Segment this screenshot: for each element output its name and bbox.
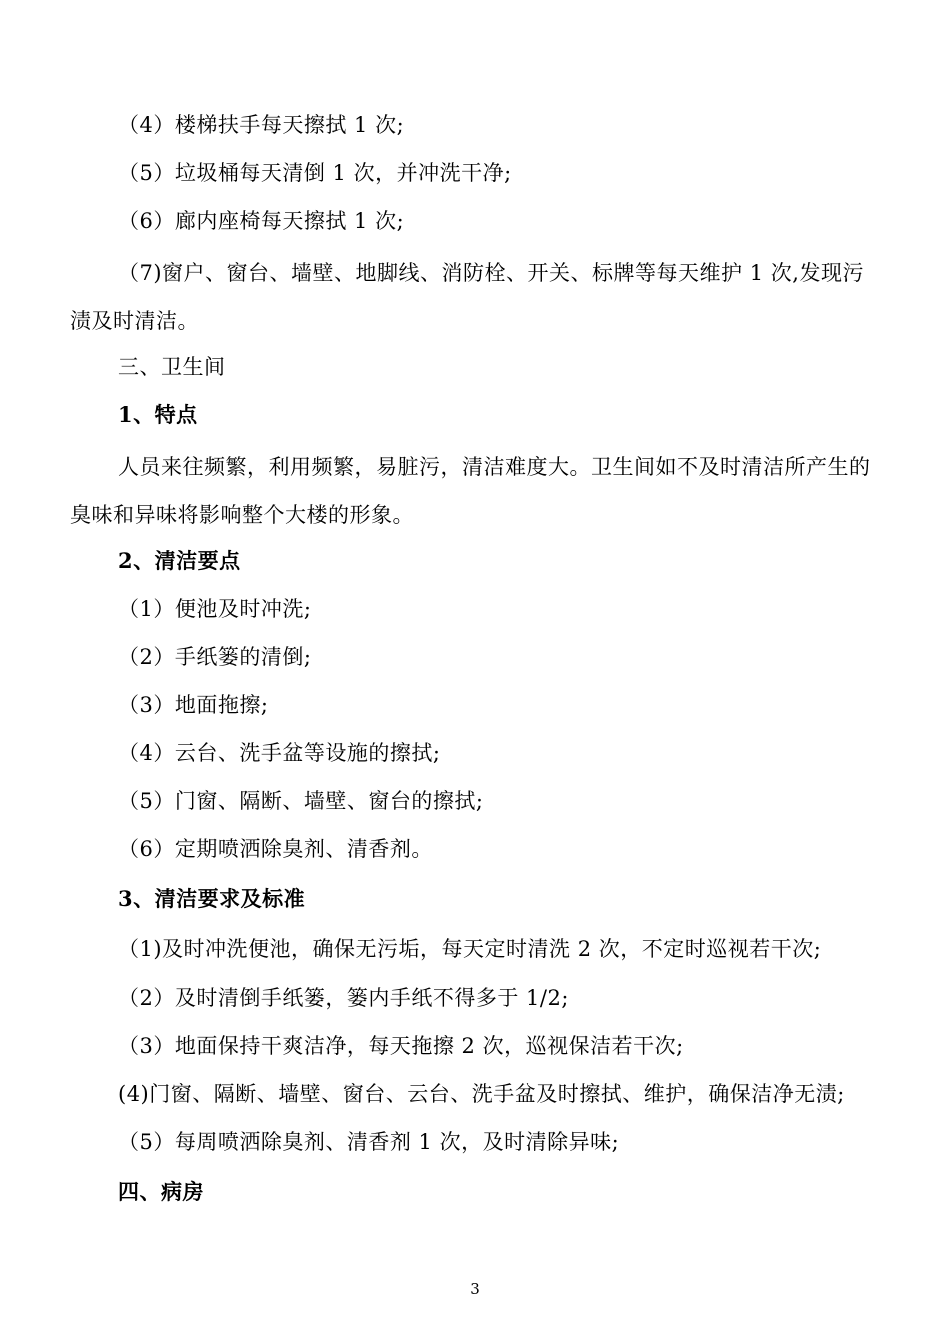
list-item: （7)窗户、窗台、墙壁、地脚线、消防栓、开关、标牌等每天维护 1 次,发现污渍及时清洁。 [70,261,864,333]
paragraph: 人员来往频繁，利用频繁，易脏污，清洁难度大。卫生间如不及时清洁所产生的臭味和异味将影响整个大楼的形象。 [70,455,871,527]
list-item: （2）及时清倒手纸篓，篓内手纸不得多于 1/2; [118,986,569,1010]
list-item: （1)及时冲洗便池，确保无污垢，每天定时清洗 2 次，不定时巡视若干次; [118,937,822,961]
list-item: （6）廊内座椅每天擦拭 1 次; [118,209,405,233]
list-item: （4）楼梯扶手每天擦拭 1 次; [118,113,405,137]
list-item: （1）便池及时冲洗; [118,597,312,621]
list-item: （5）垃圾桶每天清倒 1 次，并冲洗干净; [118,161,512,185]
list-item: （2）手纸篓的清倒; [118,645,312,669]
section-heading: 三、卫生间 [118,355,226,379]
section-heading: 四、病房 [118,1179,204,1204]
subsection-heading: 3、清洁要求及标准 [118,886,306,911]
list-item: （3）地面保持干爽洁净，每天拖擦 2 次，巡视保洁若干次; [118,1034,684,1058]
list-item: （5）每周喷洒除臭剂、清香剂 1 次，及时清除异味; [118,1130,620,1154]
list-item: （6）定期喷洒除臭剂、清香剂。 [118,837,433,861]
subsection-heading: 2、清洁要点 [118,548,241,573]
list-item: (4)门窗、隔断、墙壁、窗台、云台、洗手盆及时擦拭、维护，确保洁净无渍; [118,1082,845,1106]
page-number: 3 [470,1280,480,1298]
list-item: （4）云台、洗手盆等设施的擦拭; [118,741,441,765]
subsection-heading: 1、特点 [118,402,198,427]
list-item: （5）门窗、隔断、墙壁、窗台的擦拭; [118,789,484,813]
list-item: （3）地面拖擦; [118,693,269,717]
